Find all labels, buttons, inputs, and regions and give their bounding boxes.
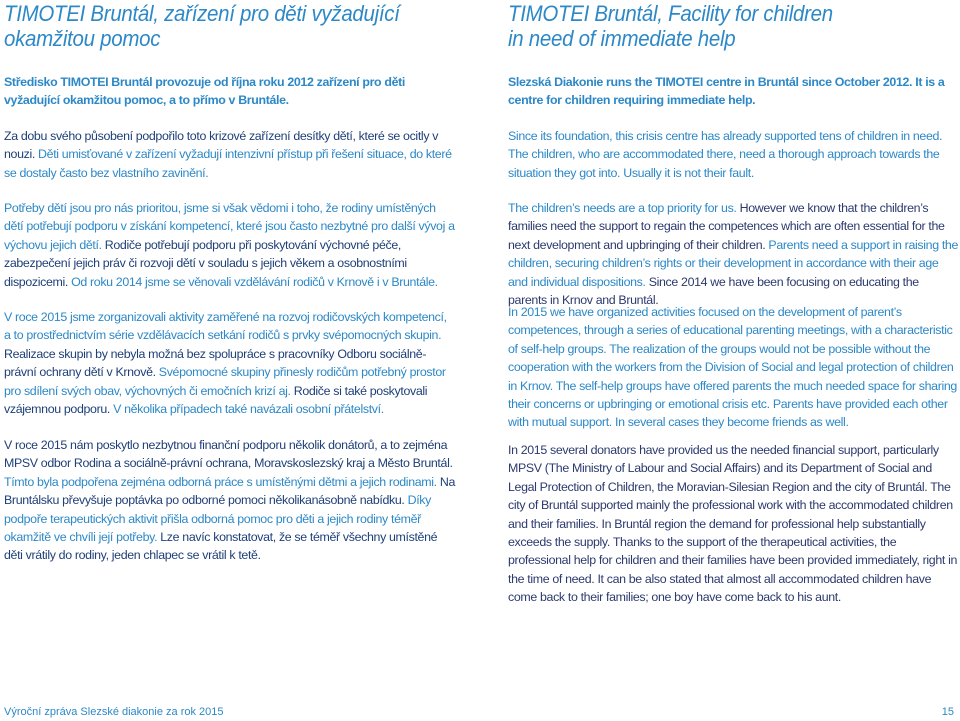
czech-paragraph-1 bbox=[4, 127, 456, 182]
english-p2-part2: However we know that the children’s families need the support to regain the competences which are often essential for the next development and upbringing of their children. bbox=[508, 201, 945, 252]
english-p2-part3: Parents need a support in raising the children, securing children’s rights or their development in accordance with their age and individual dispositions. bbox=[508, 237, 958, 289]
czech-p2-part3: Od roku 2014 jsme se věnovali vzdělávání rodičů v Krnově i v Bruntále. bbox=[67, 274, 438, 289]
page-number: 15 bbox=[941, 706, 954, 718]
czech-p1-part2: Děti umisťované v zařízení vyžadují intenzivní přístup při řešení situace, do které se dostaly často bez vlastního zavinění. bbox=[4, 147, 452, 180]
czech-p3-part1: V roce 2015 jsme zorganizovali aktivity zaměřené na rozvoj rodičovských kompetencí, a to prostřednictvím série vzdělávacích setkání rodičů s prvky svépomocných skupin. bbox=[4, 310, 447, 343]
czech-p3-part2: Realizace skupin by nebyla možná bez spolupráce s pracovníky Odboru sociálně-právní ochrany dětí v Krnově. bbox=[4, 346, 427, 380]
english-paragraph-2 bbox=[508, 199, 960, 309]
english-title-line2: in need of immediate help bbox=[508, 26, 736, 51]
czech-p2-part2: Rodiče potřebují podporu při poskytování výchovné péče, zabezpečení jejich práv či rozvoji dětí v souladu s jejich věkem a osobnostními dispozicemi. bbox=[4, 237, 407, 289]
czech-column bbox=[4, 0, 456, 563]
czech-p3-part4: Rodiče si také poskytovali vzájemnou podporu. bbox=[4, 383, 428, 417]
czech-p3-part5: V několika případech také navázali osobní přátelství. bbox=[109, 402, 384, 417]
czech-title-line1: TIMOTEI Bruntál, zařízení pro děti vyžadující bbox=[4, 1, 400, 26]
czech-p4-part2: Tímto byla podpořena zejména odborná práce s umístěnými dětmi a jejich rodinami. bbox=[4, 474, 437, 489]
czech-p3-part3: Svépomocné skupiny přinesly rodičům potřebný prostor pro sdílení svých obav, výchovných či emočních krizí aj. bbox=[4, 365, 446, 398]
czech-p1-part1: Za dobu svého působení podpořilo toto krizové zařízení desítky dětí, které se ocitly v nouzi. bbox=[4, 129, 439, 162]
czech-p4-part5: Lze navíc konstatovat, že se téměř všechny umístěné děti vrátily do rodiny, jeden chlapec se vrátil k tetě. bbox=[4, 530, 438, 563]
czech-p4-part4: Díky podpoře terapeutických aktivit přišla odborná pomoc pro děti a jejich rodiny téměř okamžitě ve chvíli její potřeby. bbox=[4, 493, 431, 545]
czech-title-line2: okamžitou pomoc bbox=[4, 26, 161, 51]
english-paragraph-1: Since its foundation, this crisis centre has already supported tens of children in need. The children, who are accommodated there, need a thorough approach towards the situation they got into. Usually it is not their fault. bbox=[508, 129, 943, 180]
czech-paragraph-2 bbox=[4, 199, 456, 291]
english-p2-part4: Since 2014 we have been focusing on educating the parents in Krnov and Bruntál. bbox=[508, 274, 919, 308]
czech-title bbox=[4, 1, 424, 51]
czech-p4-part3: Na Bruntálsku převyšuje poptávka po odborné pomoci několikanásobně nabídku. bbox=[4, 474, 455, 508]
english-p2-part1: The children’s needs are a top priority for us. bbox=[508, 201, 737, 215]
czech-lead: Středisko TIMOTEI Bruntál provozuje od října roku 2012 zařízení pro děti vyžadující okamžitou pomoc, a to přímo v Bruntále. bbox=[4, 75, 405, 107]
czech-p2-part1: Potřeby dětí jsou pro nás prioritou, jsme si však vědomi i toho, že rodiny umístěných dětí potřebují podporu v získání kompetencí, které jsou často nezbytné pro další vývoj a výchovu jejich dětí. bbox=[4, 201, 455, 252]
czech-paragraph-4 bbox=[4, 436, 456, 565]
english-lead: Slezská Diakonie runs the TIMOTEI centre in Bruntál since October 2012. It is a centre for children requiring immediate help. bbox=[508, 75, 945, 107]
english-paragraph-4: In 2015 several donators have provided us the needed financial support, particularly MPSV (The Ministry of Labour and Social Affairs) and its Department of Social and Legal Protection of Children, the Moravian-Silesian Region and the city of Bruntál. The city of Bruntál supported mainly the professional work with the accommodated children and their families. In Bruntál region the demand for professional help substantially exceeds the supply. Thanks to the support of the therapeutical activities, the professional help for children and their families have been provided immediately, right in the time of need. It can be also stated that almost all accommodated children have come back to their families; one boy have come back to his aunt. bbox=[508, 443, 958, 605]
english-paragraph-3: In 2015 we have organized activities focused on the development of parent’s competences, through a series of educational parenting meetings, with a characteristic of self-help groups. The realization of the groups would not be possible without the cooperation with the workers from the Division of Social and legal protection of children in Krnov. The self-help groups have offered parents the much needed space for sharing their concerns or upbringing or emotional crisis etc. Parents have provided each other with mutual support. In several cases they become friends as well. bbox=[508, 305, 957, 430]
english-title-line1: TIMOTEI Bruntál, Facility for children bbox=[508, 1, 833, 26]
czech-paragraph-3 bbox=[4, 308, 456, 418]
english-title bbox=[508, 1, 928, 51]
czech-p4-part1: V roce 2015 nám poskytlo nezbytnou finanční podporu několik donátorů, a to zejména MPSV odbor Rodina a sociálně-právní ochrana, Moravskoslezský kraj a Město Bruntál. bbox=[4, 438, 453, 471]
footer-report-title: Výroční zpráva Slezské diakonie za rok 2015 bbox=[4, 706, 224, 718]
english-column bbox=[508, 0, 960, 605]
